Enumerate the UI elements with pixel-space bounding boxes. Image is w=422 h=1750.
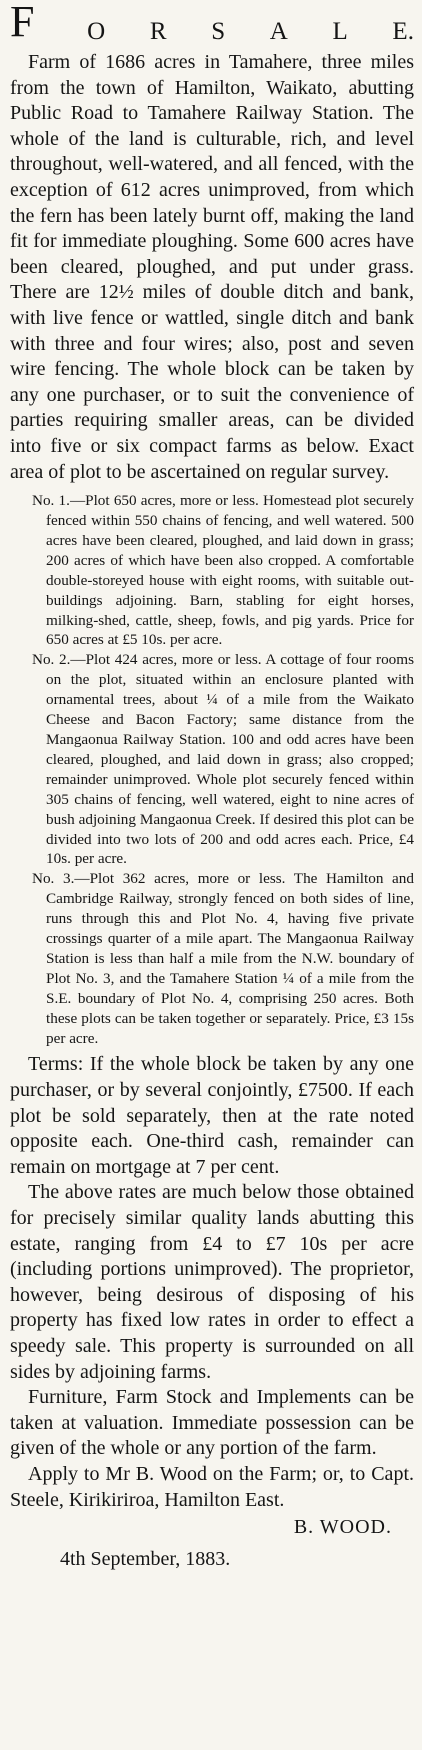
lot-3: No. 3.—Plot 362 acres, more or less. The Hamilton and Cambridge Railway, strongly fenced on both sides of line, runs through this and Plot No. 4, having five private crossings quarter of a mile apart. The Mangaonua Railway Station is less than half a mile from the N.W. boundary of Plot No. 3, and the Tamahere Station ¼ of a mile from the S.E. boundary of Plot No. 4, comprising 250 acres. Both these plots can be taken together or separately. Price, £3 15s per acre. [32, 870, 414, 1047]
intro-paragraph: Farm of 1686 acres in Tamahere, three miles from the town of Hamilton, Waikato, abutting Public Road to Tamahere Railway Station. The whole of the land is culturable, rich, and level throughout, well-watered, and all fenced, with the exception of 612 acres unimproved, from which the fern has been lately burnt off, making the land fit for immediate ploughing. Some 600 acres have been cleared, ploughed, and put under grass. There are 12½ miles of double ditch and bank, with live fence or wattled, single ditch and bank with three and four wires; also, post and seven wire fencing. The whole block can be taken by any one purchaser, or to suit the convenience of parties requiring smaller areas, can be divided into five or six compact farms as below. Exact area of plot to be ascertained on regular survey. [10, 51, 414, 483]
headline-letter: L [332, 18, 348, 45]
headline-for-sale [10, 0, 414, 46]
ad-body [10, 50, 414, 1572]
apply-paragraph: Apply to Mr B. Wood on the Farm; or, to Capt. Steele, Kirikiriroa, Hamilton East. [10, 1462, 414, 1511]
headline-letter: O [87, 18, 106, 45]
signature: B. WOOD. [293, 1516, 392, 1539]
lot-list [10, 491, 414, 1048]
headline-letter: R [149, 18, 167, 45]
rates-paragraph: The above rates are much below those obtained for precisely similar quality lands abutting this estate, ranging from £4 to £7 10s per acre (including portions unimproved). The proprietor, however, being desirous of disposing of his property has fixed low rates in order to effect a speedy sale. This property is surrounded on all sides by adjoining farms. [10, 1181, 414, 1383]
headline-letter: S [211, 18, 226, 45]
headline-letter: A [269, 18, 288, 45]
furniture-paragraph: Furniture, Farm Stock and Implements can be taken at valuation. Immediate possession can be given of the whole or any portion of the farm. [10, 1386, 414, 1460]
date-line: 4th September, 1883. [60, 1547, 231, 1570]
headline-letter: E. [392, 18, 414, 45]
headline-letter: F [10, 0, 35, 46]
lot-1: No. 1.—Plot 650 acres, more or less. Homestead plot securely fenced within 550 chains of fencing, and well watered. 500 acres have been cleared, ploughed, and laid down in grass; 200 acres of which have been also cropped. A comfortable double-storeyed house with eight rooms, with suitable out-buildings adjoining. Barn, stabling for eight horses, milking-shed, cattle, sheep, fowls, and pig yards. Price for 650 acres at £5 10s. per acre. [32, 492, 414, 649]
terms-paragraph: Terms: If the whole block be taken by any one purchaser, or by several conjointly, £7500. If each plot be sold separately, then at the rate noted opposite each. One-third cash, remainder can remain on mortgage at 7 per cent. [10, 1053, 414, 1178]
lot-2: No. 2.—Plot 424 acres, more or less. A cottage of four rooms on the plot, situated within an enclosure planted with ornamental trees, about ¼ of a mile from the Waikato Cheese and Bacon Factory; same distance from the Mangaonua Railway Station. 100 and odd acres have been cleared, ploughed, and laid down in grass; also cropped; remainder unimproved. Whole plot securely fenced within 305 chains of fencing, well watered, eight to nine acres of bush adjoining Mangaonua Creek. If desired this plot can be divided into two lots of 200 and odd acres each. Price, £4 10s. per acre. [32, 651, 414, 868]
